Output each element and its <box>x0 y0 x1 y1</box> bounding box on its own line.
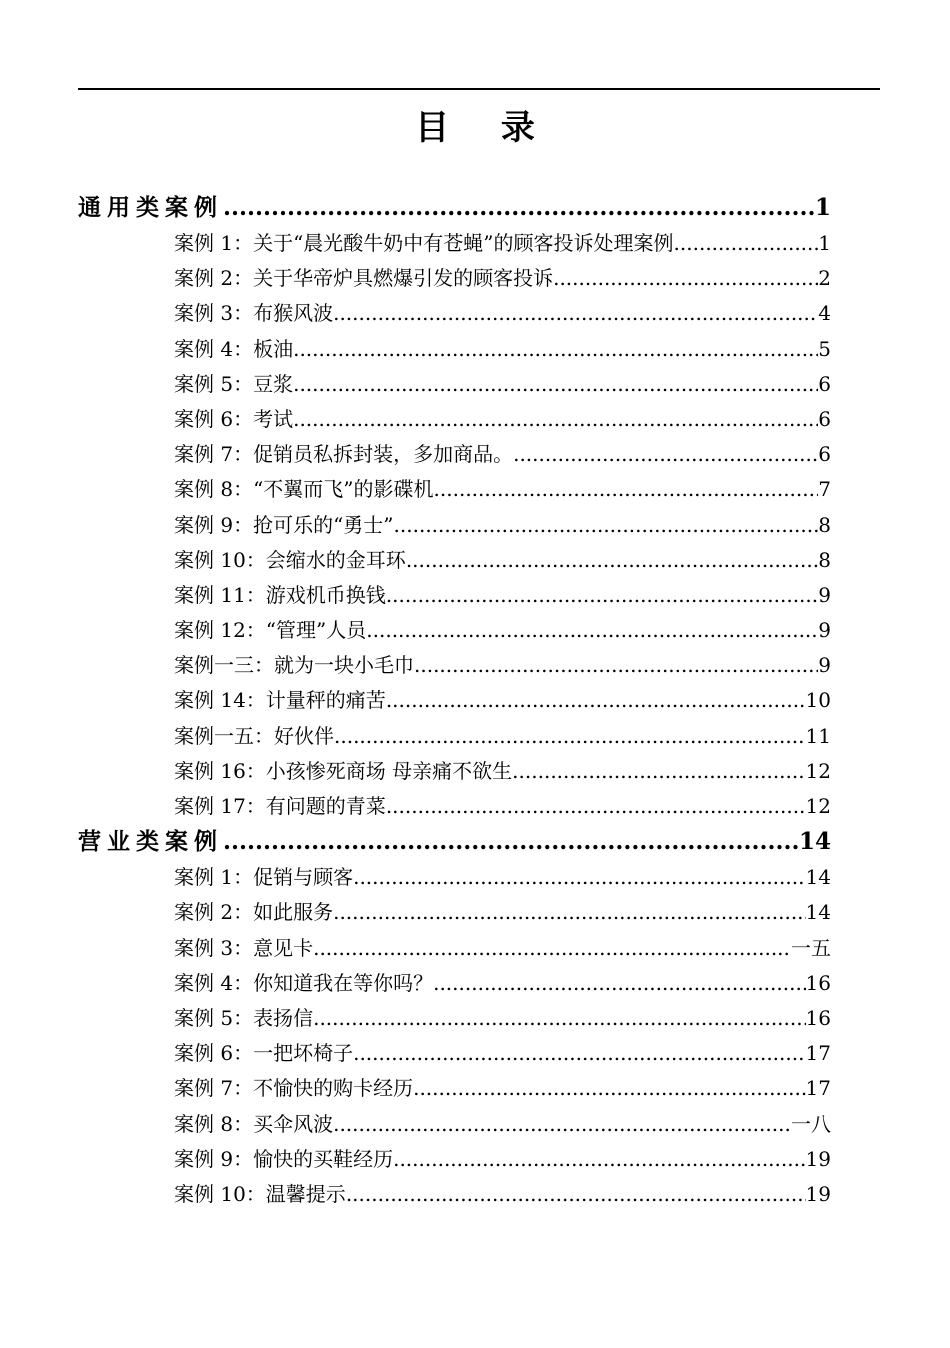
toc-entry-label: 案例 4：你知道我在等你吗？ <box>174 970 434 995</box>
dot-leader <box>553 261 818 296</box>
toc-entry[interactable] <box>78 1036 831 1071</box>
dot-leader <box>406 543 818 578</box>
toc-page-number: 一八 <box>791 1111 831 1136</box>
toc-entry-label: 案例 4：板油 <box>174 336 294 361</box>
dot-leader <box>393 1142 805 1177</box>
toc-entry-label: 案例一三：就为一块小毛巾 <box>174 653 414 678</box>
dot-leader <box>333 895 805 930</box>
dot-leader <box>386 789 806 824</box>
toc-page-number: 14 <box>805 865 831 890</box>
toc-page-number: 12 <box>805 758 831 783</box>
toc-page-number: 2 <box>818 266 831 291</box>
toc-entry-label: 案例 6：一把坏椅子 <box>174 1041 354 1066</box>
toc-page-number: 17 <box>805 1076 831 1101</box>
toc-entry[interactable] <box>78 754 831 789</box>
table-of-contents <box>78 190 831 1212</box>
toc-entry[interactable] <box>78 296 831 331</box>
toc-entry-label: 案例 3：布猴风波 <box>174 301 334 326</box>
dot-leader <box>394 508 819 543</box>
toc-section-heading[interactable] <box>78 190 831 226</box>
toc-page-number: 8 <box>818 512 831 537</box>
toc-page-number: 6 <box>818 406 831 431</box>
dot-leader <box>293 332 818 367</box>
toc-entry[interactable] <box>78 1177 831 1212</box>
toc-entry[interactable] <box>78 508 831 543</box>
toc-section-label: 营业类案例 <box>78 829 223 856</box>
dot-leader <box>414 648 818 683</box>
toc-page-number: 19 <box>805 1181 831 1206</box>
toc-page-number: 一五 <box>791 935 831 960</box>
toc-page-number: 9 <box>818 582 831 607</box>
toc-entry-label: 案例一五：好伙伴 <box>174 723 334 748</box>
dot-leader <box>366 613 818 648</box>
toc-page-number: 1 <box>818 231 831 255</box>
toc-entry-label: 案例 12：“管理”人员 <box>174 618 367 643</box>
dot-leader <box>333 1107 791 1142</box>
toc-page-number: 4 <box>818 301 831 326</box>
toc-section-label: 通用类案例 <box>78 195 223 221</box>
toc-entry-label: 案例 9：抢可乐的“勇士” <box>174 512 394 537</box>
dot-leader <box>674 226 819 261</box>
toc-entry-label: 案例 1：关于“晨光酸牛奶中有苍蝇”的顾客投诉处理案例 <box>174 231 674 255</box>
dot-leader <box>512 754 805 789</box>
toc-entry[interactable] <box>78 472 831 507</box>
dot-leader <box>223 824 799 860</box>
toc-entry[interactable] <box>78 648 831 683</box>
toc-entry[interactable] <box>78 966 831 1001</box>
header-rule <box>78 88 880 90</box>
toc-entry[interactable] <box>78 226 831 261</box>
dot-leader <box>223 190 815 226</box>
toc-entry[interactable] <box>78 578 831 613</box>
toc-page-number: 12 <box>805 794 831 818</box>
toc-entry[interactable] <box>78 437 831 472</box>
toc-entry-label: 案例 10：会缩水的金耳环 <box>174 547 406 572</box>
toc-entry[interactable] <box>78 895 831 930</box>
toc-entry-label: 案例 6：考试 <box>174 406 294 431</box>
toc-entry[interactable] <box>78 367 831 402</box>
dot-leader <box>346 1177 806 1212</box>
toc-entry-label: 案例 10：温馨提示 <box>174 1181 346 1206</box>
toc-page-number: 1 <box>814 194 831 221</box>
toc-page-number: 9 <box>818 618 831 643</box>
toc-page-number: 11 <box>805 723 831 748</box>
toc-entry-label: 案例 5：豆浆 <box>174 371 294 396</box>
toc-entry-label: 案例 17：有问题的青菜 <box>174 794 386 818</box>
toc-entry-label: 案例 8：买伞风波 <box>174 1111 334 1136</box>
toc-entry[interactable] <box>78 931 831 966</box>
toc-entry[interactable] <box>78 1107 831 1142</box>
toc-entry-label: 案例 2：如此服务 <box>174 900 334 925</box>
toc-entry[interactable] <box>78 1142 831 1177</box>
toc-entry-label: 案例 5：表扬信 <box>174 1005 314 1030</box>
toc-page-number: 6 <box>818 371 831 396</box>
toc-entry[interactable] <box>78 789 831 824</box>
dot-leader <box>433 966 805 1001</box>
toc-page-number: 8 <box>818 547 831 572</box>
toc-page-number: 9 <box>818 653 831 678</box>
toc-entry[interactable] <box>78 683 831 718</box>
toc-section-heading[interactable] <box>78 824 831 860</box>
dot-leader <box>413 1071 805 1106</box>
toc-entry[interactable] <box>78 1001 831 1036</box>
toc-entry-label: 案例 7：促销员私拆封装，多加商品。 <box>174 442 514 467</box>
toc-page-number: 6 <box>818 442 831 467</box>
toc-entry[interactable] <box>78 613 831 648</box>
toc-entry[interactable] <box>78 543 831 578</box>
dot-leader <box>293 402 818 437</box>
dot-leader <box>313 931 791 966</box>
dot-leader <box>353 860 805 895</box>
toc-entry[interactable] <box>78 719 831 754</box>
dot-leader <box>353 1036 805 1071</box>
toc-entry-label: 案例 8：“不翼而飞”的影碟机 <box>174 477 434 502</box>
dot-leader <box>386 683 806 718</box>
toc-entry-label: 案例 7：不愉快的购卡经历 <box>174 1076 414 1101</box>
toc-page-number: 17 <box>805 1041 831 1066</box>
toc-entry[interactable] <box>78 261 831 296</box>
page-title: 目 录 <box>415 108 555 148</box>
toc-entry[interactable] <box>78 332 831 367</box>
toc-entry-label: 案例 14：计量秤的痛苦 <box>174 688 386 713</box>
toc-entry-label: 案例 9：愉快的买鞋经历 <box>174 1146 394 1171</box>
toc-page-number: 14 <box>805 900 831 925</box>
dot-leader <box>334 719 806 754</box>
toc-entry-label: 案例 2：关于华帝炉具燃爆引发的顾客投诉 <box>174 266 554 291</box>
toc-entry-label: 案例 11：游戏机币换钱 <box>174 582 386 607</box>
toc-page-number: 16 <box>805 970 831 995</box>
dot-leader <box>434 472 819 507</box>
toc-page-number: 7 <box>818 477 831 502</box>
dot-leader <box>313 1001 805 1036</box>
dot-leader <box>293 367 818 402</box>
toc-entry-label: 案例 16：小孩惨死商场 母亲痛不欲生 <box>174 758 513 783</box>
toc-page-number: 14 <box>798 828 831 856</box>
toc-page-number: 5 <box>818 336 831 361</box>
dot-leader <box>333 296 818 331</box>
toc-entry[interactable] <box>78 860 831 895</box>
toc-entry-label: 案例 3：意见卡 <box>174 935 314 960</box>
toc-entry[interactable] <box>78 1071 831 1106</box>
toc-entry-label: 案例 1：促销与顾客 <box>174 865 354 890</box>
toc-page-number: 16 <box>805 1005 831 1030</box>
dot-leader <box>513 437 818 472</box>
toc-entry[interactable] <box>78 402 831 437</box>
toc-page-number: 19 <box>805 1146 831 1171</box>
toc-page-number: 10 <box>805 688 831 713</box>
dot-leader <box>386 578 818 613</box>
